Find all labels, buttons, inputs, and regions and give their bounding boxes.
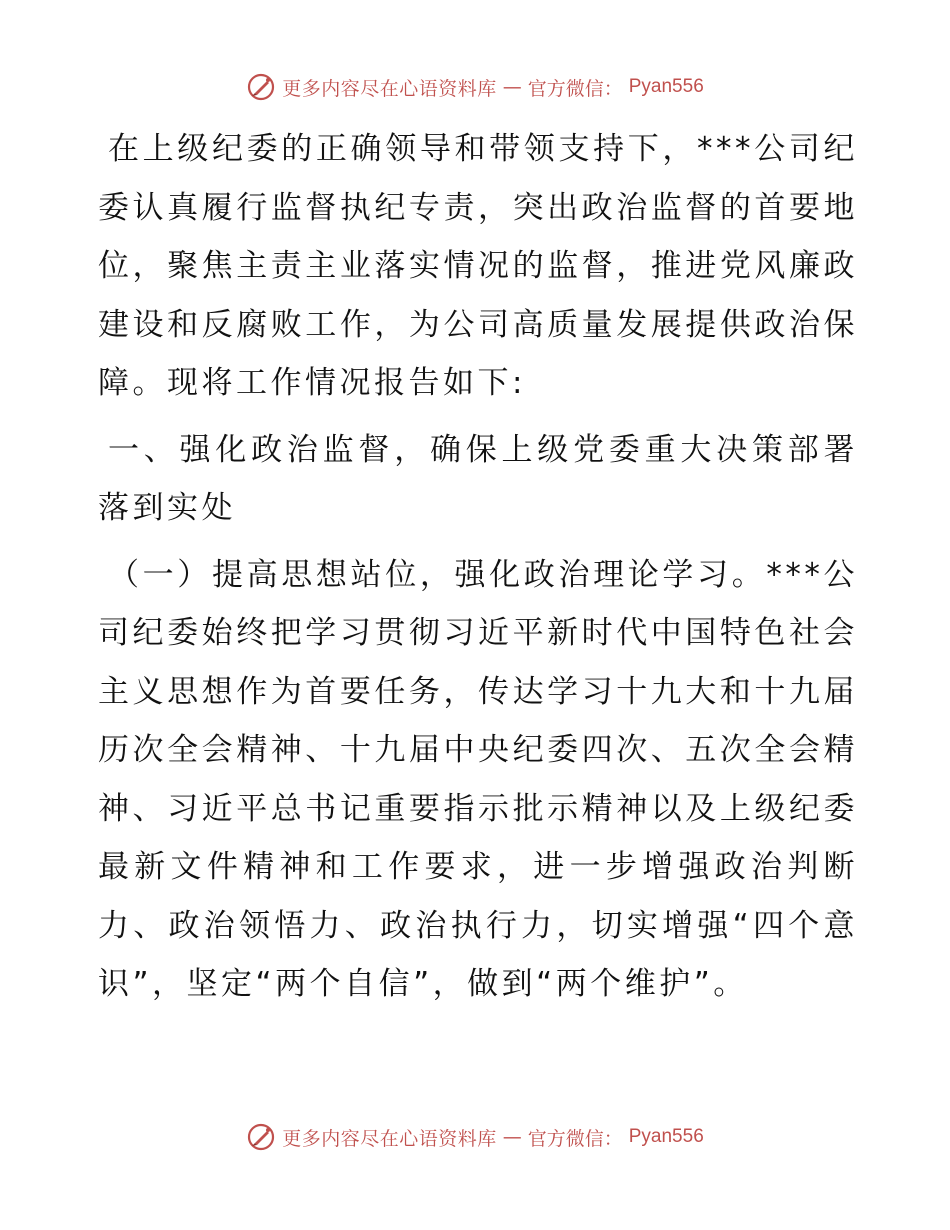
watermark-label: 官方微信： <box>527 77 623 100</box>
watermark-id: Pyan556 <box>628 1126 704 1147</box>
quill-logo-icon <box>246 1122 276 1152</box>
watermark-header <box>0 72 950 102</box>
watermark-text: 更多内容尽在心语资料库 <box>282 77 497 100</box>
paragraph-section-1-1: （一）提高思想站位，强化政治理论学习。***公司纪委始终把学习贯彻习近平新时代中国特色社会主义思想作为首要任务，传达学习十九大和十九届历次全会精神、十九届中央纪委四次、五次全会精神、习近平总书记重要指示批示精神以及上级纪委最新文件精神和工作要求，进一步增强政治判断力、政治领悟力、政治执行力，切实增强“四个意识”，坚定“两个自信”，做到“两个维护”。 <box>98 556 858 1002</box>
watermark-separator: — <box>502 76 522 98</box>
watermark-text: 更多内容尽在心语资料库 <box>282 1127 497 1150</box>
document-body <box>98 120 858 1014</box>
watermark-label: 官方微信： <box>527 1127 623 1150</box>
quill-logo-icon <box>246 72 276 102</box>
paragraph-intro: 在上级纪委的正确领导和带领支持下，***公司纪委认真履行监督执纪专责，突出政治监督的首要地位，聚焦主责主业落实情况的监督，推进党风廉政建设和反腐败工作，为公司高质量发展提供政治保障。现将工作情况报告如下: <box>98 131 858 401</box>
section-heading-1: 一、强化政治监督，确保上级党委重大决策部署落到实处 <box>98 431 858 526</box>
watermark-separator: — <box>502 1126 522 1148</box>
watermark-footer <box>0 1122 950 1152</box>
watermark-id: Pyan556 <box>628 76 704 97</box>
